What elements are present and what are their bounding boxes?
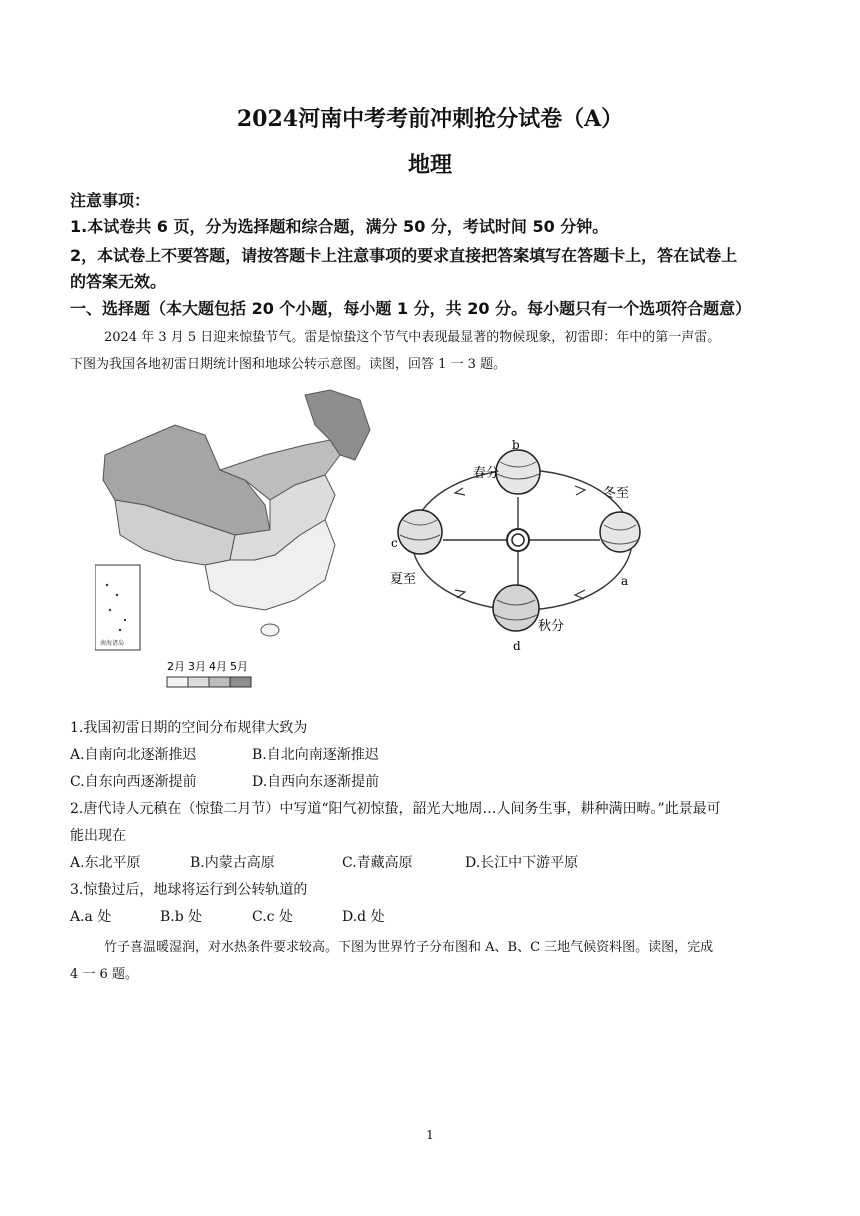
- notice-item-1: 1.本试卷共 6 页，分为选择题和综合题，满分 50 分，考试时间 50 分钟。: [70, 217, 609, 236]
- label-winter: 冬至: [603, 486, 630, 501]
- earth-summer-solstice: [398, 510, 442, 554]
- intro2-line-2: 4 一 6 题。: [70, 967, 138, 982]
- inset-label: 南海诸岛: [100, 640, 125, 647]
- label-summer: 夏至: [390, 572, 417, 587]
- inset-frame: [95, 565, 140, 650]
- q2-option-b: B.内蒙古高原: [190, 855, 275, 871]
- section-heading: 一、选择题（本大题包括 20 个小题，每小题 1 分，共 20 分。每小题只有一个选项符合题意）: [70, 299, 752, 318]
- intro-line-1: 2024 年 3 月 5 日迎来惊蛰节气。雷是惊蛰这个节气中表现最显著的物候现象，初雷即：年中的第一声雷。: [104, 330, 721, 345]
- question-1-stem: 1.我国初雷日期的空间分布规律大致为: [70, 720, 308, 736]
- legend-label-mar: 3月: [188, 660, 206, 673]
- label-c: c: [391, 536, 398, 550]
- q3-option-a: A.a 处: [70, 909, 112, 925]
- legend-swatch-feb: [167, 677, 188, 687]
- q3-option-d: D.d 处: [342, 909, 385, 925]
- label-d: d: [513, 639, 521, 653]
- legend-label-may: 5月: [230, 660, 248, 673]
- intro2-line-1: 竹子喜温暖湿润，对水热条件要求较高。下图为世界竹子分布图和 A、B、C 三地气候资料图。读图，完成: [104, 940, 714, 955]
- label-autumn: 秋分: [538, 619, 565, 634]
- q3-option-c: C.c 处: [252, 909, 293, 925]
- earth-winter-solstice: [600, 512, 640, 552]
- china-first-thunder-map: [95, 385, 385, 700]
- q2-option-a: A.东北平原: [70, 855, 141, 871]
- earth-autumn-equinox: [493, 585, 539, 631]
- map-legend: [167, 660, 251, 687]
- q2-option-d: D.长江中下游平原: [465, 855, 579, 871]
- label-spring: 春分: [473, 466, 500, 481]
- question-2-stem-line2: 能出现在: [70, 828, 126, 844]
- question-2-stem-line1: 2.唐代诗人元稹在（惊蛰二月节）中写道“阳气初惊蛰，韶光大地周…人间务生事，耕种满田畴。”此景最可: [70, 801, 721, 817]
- q3-option-b: B.b 处: [160, 909, 203, 925]
- label-b: b: [512, 440, 520, 452]
- legend-swatch-may: [230, 677, 251, 687]
- earth-orbit-diagram: [385, 440, 660, 705]
- notice-item-2-line2: 的答案无效。: [70, 272, 167, 291]
- legend-swatch-mar: [188, 677, 209, 687]
- legend-swatch-apr: [209, 677, 230, 687]
- intro-line-2: 下图为我国各地初雷日期统计图和地球公转示意图。读图，回答 1 一 3 题。: [70, 357, 507, 372]
- q2-option-c: C.青藏高原: [342, 855, 413, 871]
- subject-title: 地理: [407, 152, 452, 178]
- q1-option-a: A.自南向北逐渐推迟: [70, 747, 197, 763]
- q1-option-d: D.自西向东逐渐提前: [252, 774, 380, 790]
- legend-label-feb: 2月: [167, 660, 185, 673]
- q1-option-b: B.自北向南逐渐推迟: [252, 747, 379, 763]
- question-3-stem: 3.惊蛰过后，地球将运行到公转轨道的: [70, 882, 308, 898]
- notice-item-2-line1: 2，本试卷上不要答题，请按答题卡上注意事项的要求直接把答案填写在答题卡上，答在试卷上: [70, 246, 738, 265]
- q1-option-c: C.自东向西逐渐提前: [70, 774, 197, 790]
- legend-label-apr: 4月: [209, 660, 227, 673]
- page-number: 1: [426, 1128, 434, 1142]
- hainan-island: [261, 624, 279, 636]
- exam-title: 2024河南中考考前冲刺抢分试卷（A）: [236, 106, 624, 132]
- notice-heading: 注意事项：: [70, 191, 151, 210]
- earth-spring-equinox: [496, 450, 540, 494]
- label-a: a: [621, 574, 629, 588]
